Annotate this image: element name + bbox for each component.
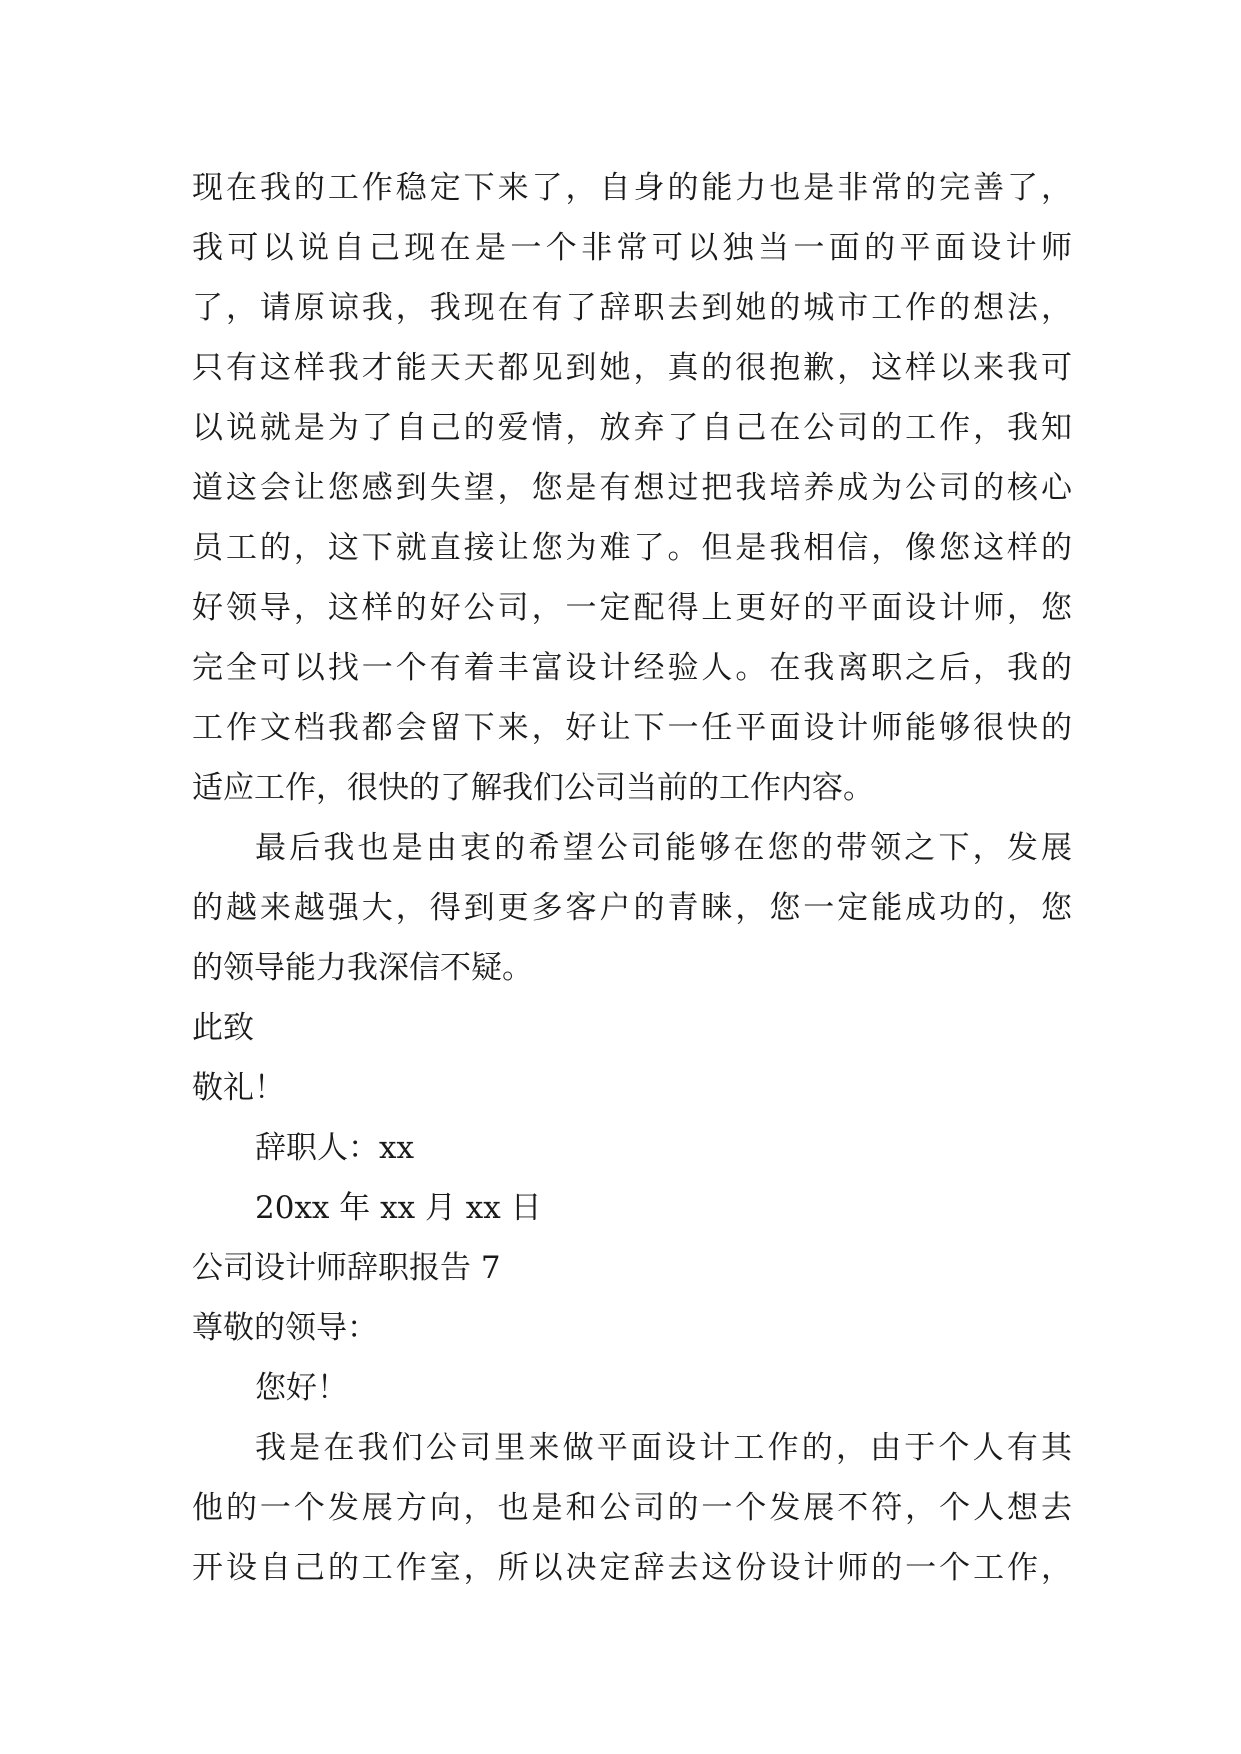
section-title: 公司设计师辞职报告 7 bbox=[192, 1250, 501, 1286]
text-line: 他的一个发展方向，也是和公司的一个发展不符，个人想去 bbox=[192, 1490, 1072, 1526]
document-body bbox=[192, 158, 1072, 1598]
date-line: 20xx 年 xx 月 xx 日 bbox=[255, 1190, 542, 1226]
text-line: 只有这样我才能天天都见到她，真的很抱歉，这样以来我可 bbox=[192, 350, 1072, 386]
text-line: 现在我的工作稳定下来了，自身的能力也是非常的完善了， bbox=[192, 170, 1072, 206]
salutation-line: 尊敬的领导： bbox=[192, 1310, 378, 1346]
closing-line-2: 敬礼！ bbox=[192, 1070, 285, 1106]
text-line: 道这会让您感到失望，您是有想过把我培养成为公司的核心 bbox=[192, 470, 1072, 506]
closing-line-1: 此致 bbox=[192, 1010, 254, 1046]
text-line: 以说就是为了自己的爱情，放弃了自己在公司的工作，我知 bbox=[192, 410, 1072, 446]
text-line: 员工的，这下就直接让您为难了。但是我相信，像您这样的 bbox=[192, 530, 1072, 566]
text-line: 适应工作，很快的了解我们公司当前的工作内容。 bbox=[192, 770, 874, 806]
text-line: 了，请原谅我，我现在有了辞职去到她的城市工作的想法， bbox=[192, 290, 1072, 326]
text-line: 的越来越强大，得到更多客户的青睐，您一定能成功的，您 bbox=[192, 890, 1072, 926]
paragraph-3 bbox=[192, 1418, 1072, 1598]
text-line: 完全可以找一个有着丰富设计经验人。在我离职之后，我的 bbox=[192, 650, 1072, 686]
paragraph-1 bbox=[192, 158, 1072, 818]
text-line: 的领导能力我深信不疑。 bbox=[192, 950, 533, 986]
greeting-line: 您好！ bbox=[255, 1370, 348, 1406]
text-line: 最后我也是由衷的希望公司能够在您的带领之下，发展 bbox=[255, 830, 1072, 866]
text-line: 我是在我们公司里来做平面设计工作的，由于个人有其 bbox=[255, 1430, 1072, 1466]
paragraph-2 bbox=[192, 818, 1072, 998]
text-line: 好领导，这样的好公司，一定配得上更好的平面设计师，您 bbox=[192, 590, 1072, 626]
text-line: 开设自己的工作室，所以决定辞去这份设计师的一个工作， bbox=[192, 1550, 1072, 1586]
text-line: 我可以说自己现在是一个非常可以独当一面的平面设计师 bbox=[192, 230, 1072, 266]
text-line: 工作文档我都会留下来，好让下一任平面设计师能够很快的 bbox=[192, 710, 1072, 746]
signer-line: 辞职人：xx bbox=[255, 1130, 414, 1166]
